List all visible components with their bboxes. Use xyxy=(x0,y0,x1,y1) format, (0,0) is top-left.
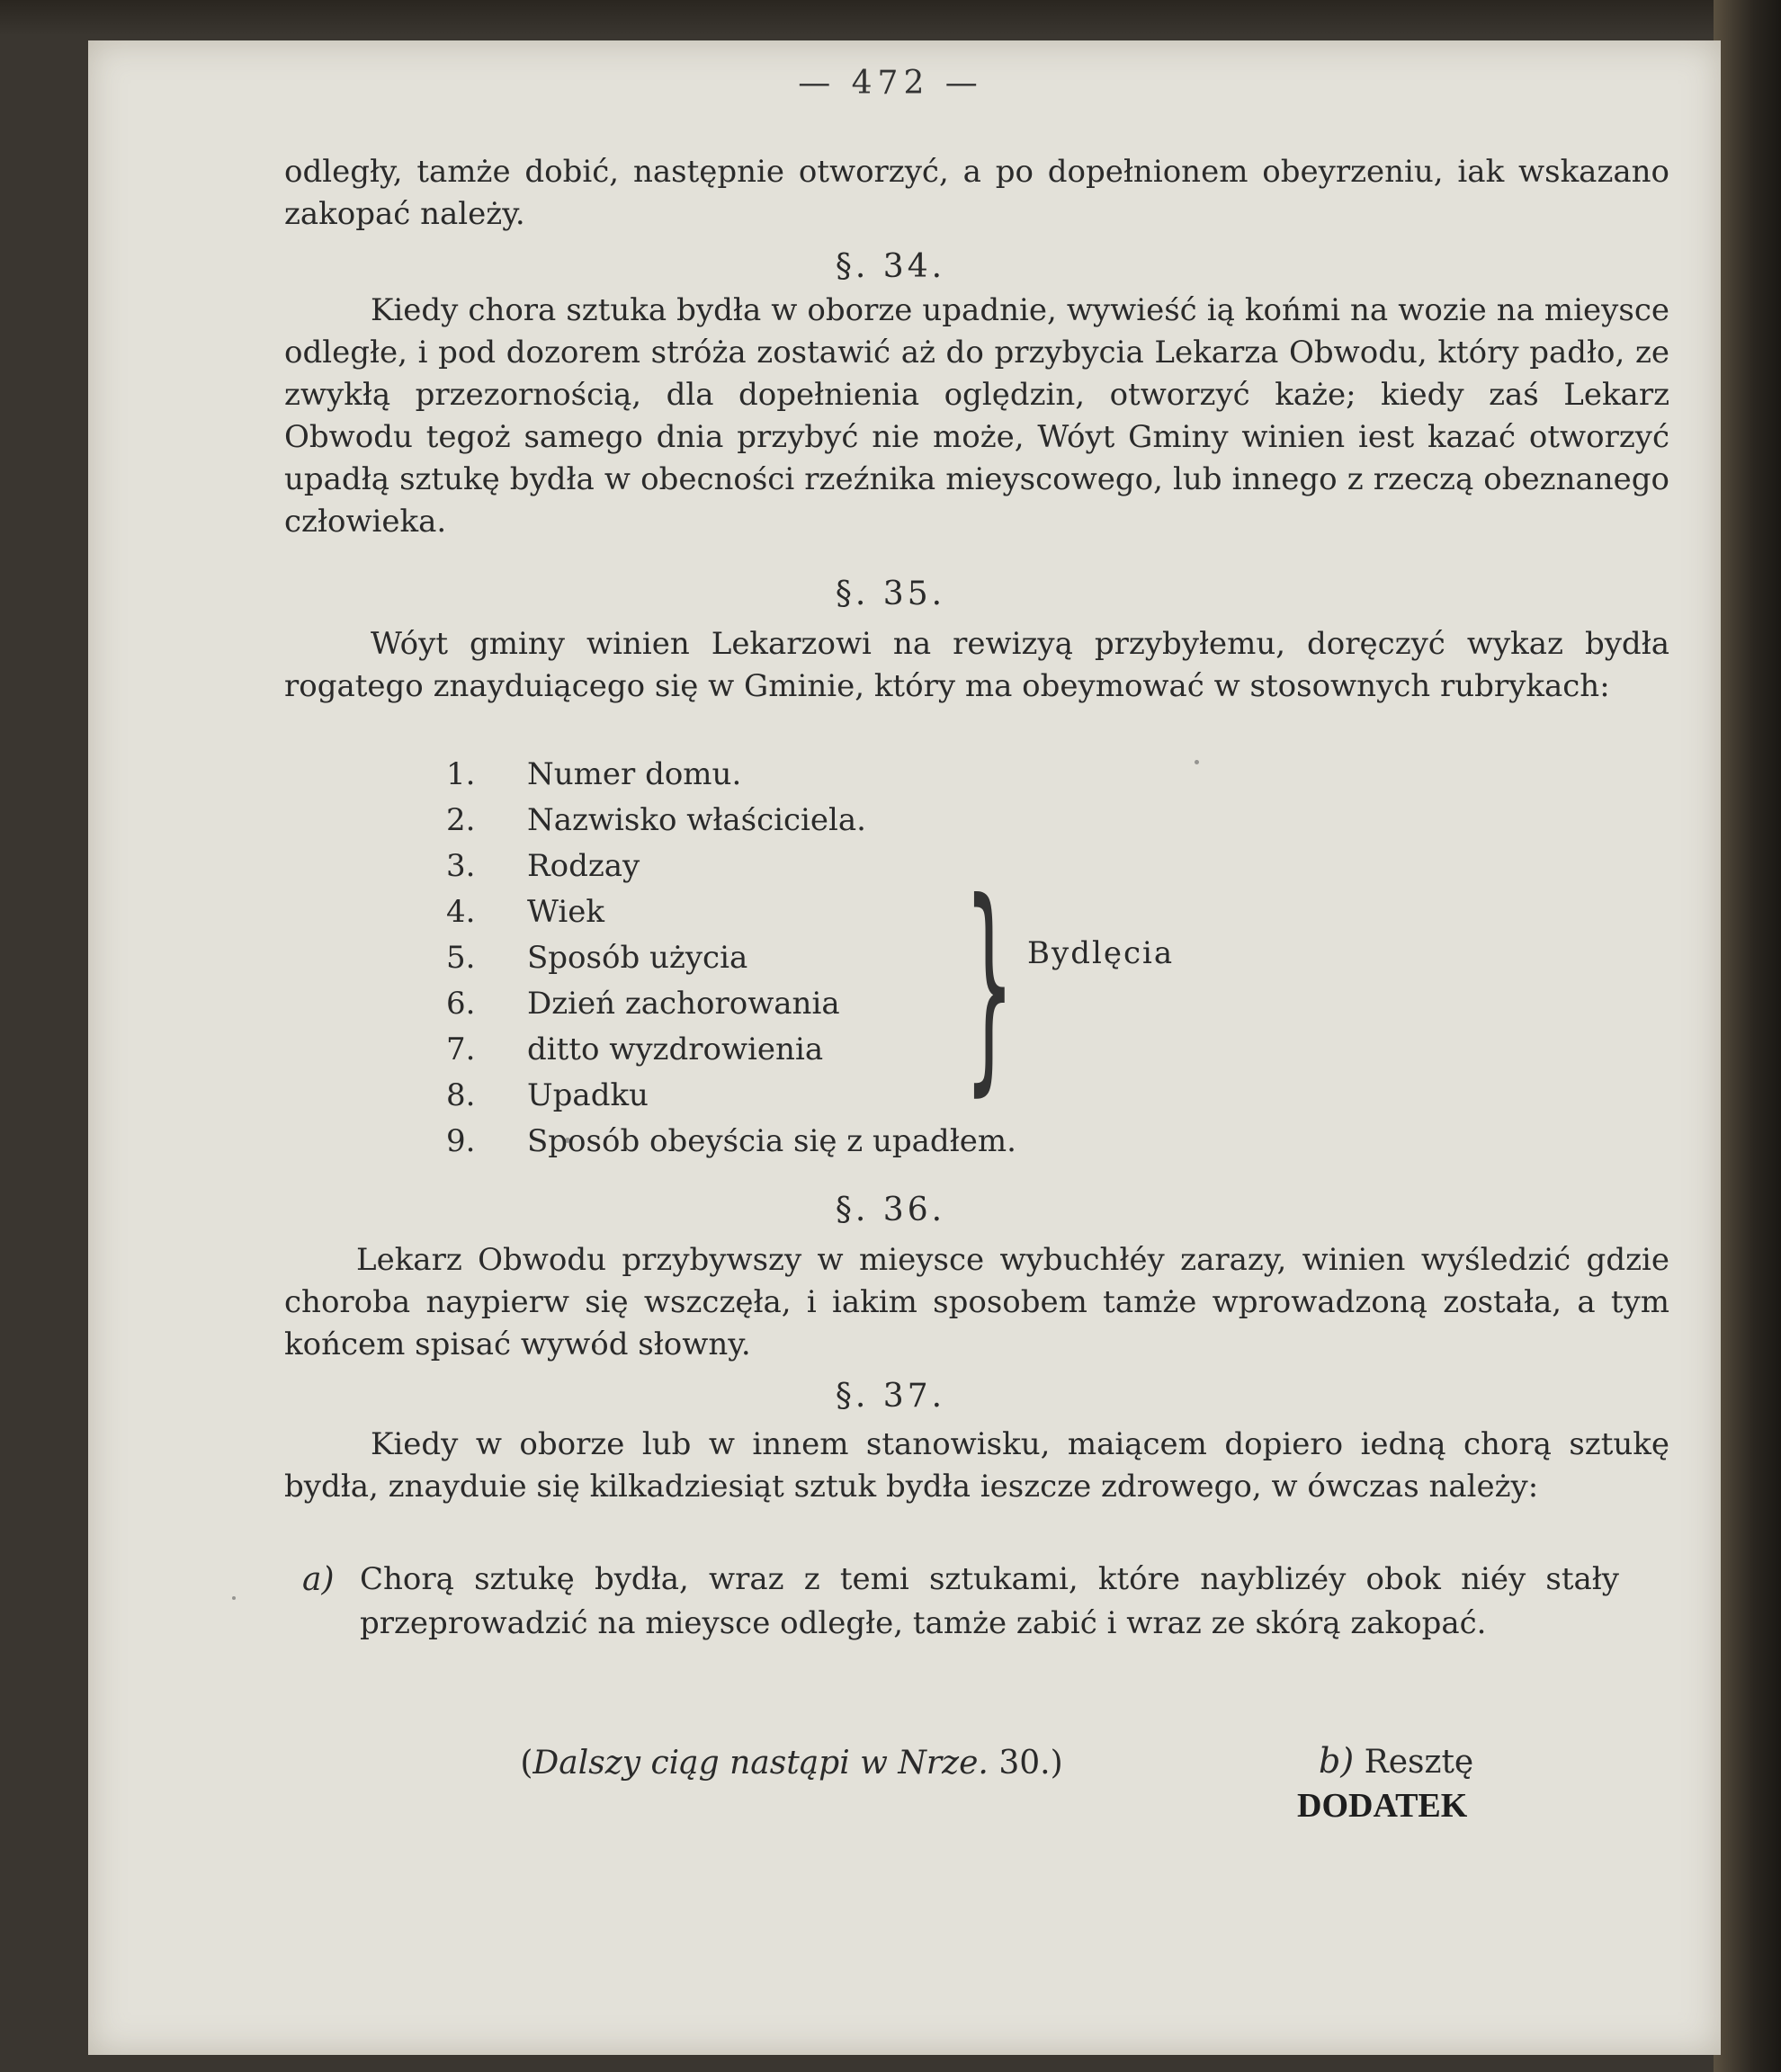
note-number: 30. xyxy=(998,1745,1051,1782)
section-36-paragraph: Lekarz Obwodu przybywszy w mieysce wybuchłéy zarazy, winien wyśledzić gdzie choroba naypierw się wszczęła, i iakim sposobem tamże wprowadzoną została, a tym końcem spisać wywód słowny. xyxy=(284,1242,1669,1362)
section-35-heading: §. 35. xyxy=(835,576,946,612)
list-item-number: 2. xyxy=(446,802,476,838)
paragraph-continuation: odległy, tamże dobić, następnie otworzyć, a po dopełnionem obeyrzeniu, iak wskazano zakopać należy. xyxy=(284,154,1669,232)
scan-top-edge xyxy=(0,0,1781,36)
list-item-number: 8. xyxy=(446,1077,476,1113)
note-close-paren: ) xyxy=(1050,1745,1063,1782)
section-34-paragraph: Kiedy chora sztuka bydła w oborze upadnie, wywieść ią końmi na wozie na mieysce odległe, i pod dozorem stróża zostawić aż do przybycia Lekarza Obwodu, który padło, ze zwykłą przezornością, dla dopełnienia oględzin, otworzyć każe; kiedy zaś Lekarz Obwodu tegoż samego dnia przybyć nie może, Wóyt Gminy winien iest kazać otworzyć upadłą sztukę bydła w obecności rzeźnika mieyscowego, lub innego z rzeczą obeznanego człowieka. xyxy=(284,292,1669,540)
section-34-heading: §. 34. xyxy=(835,248,946,285)
item-a-label: a) xyxy=(302,1561,335,1598)
list-item xyxy=(446,1119,1016,1165)
item-b-label: b) xyxy=(1319,1741,1355,1781)
list-item xyxy=(446,935,1016,981)
list-item xyxy=(446,1073,1016,1119)
list-item xyxy=(446,844,1016,889)
list-item-number: 4. xyxy=(446,894,476,930)
paper-speck xyxy=(232,1596,236,1600)
list-item-number: 7. xyxy=(446,1032,476,1067)
list-item-label: Sposób obeyścia się z upadłem. xyxy=(527,1123,1016,1159)
continuation-note xyxy=(0,1745,1781,1782)
brace-label: Bydlęcia xyxy=(1027,935,1175,971)
list-item-label: Sposób użycia xyxy=(527,940,748,976)
list-item xyxy=(446,798,1016,844)
list-item-label: Numer domu. xyxy=(527,756,742,792)
list-item-label: ditto wyzdrowienia xyxy=(527,1032,824,1067)
list-item xyxy=(446,981,1016,1027)
section-36-heading: §. 36. xyxy=(835,1192,946,1228)
section-35-paragraph: Wóyt gminy winien Lekarzowi na rewizyą przybyłemu, doręczyć wykaz bydła rogatego znayduiącego się w Gminie, który ma obeymować w stosownych rubrykach: xyxy=(284,626,1669,704)
item-a-text: Chorą sztukę bydła, wraz z temi sztukami, które nayblizéy obok niéy stały przeprowadzić na mieysce odległe, tamże zabić i wraz ze skórą zakopać. xyxy=(360,1561,1619,1641)
curly-brace-icon: } xyxy=(964,853,1015,1115)
catchword: DODATEK xyxy=(1297,1787,1468,1825)
note-open-paren: ( xyxy=(520,1745,533,1782)
list-item-number: 6. xyxy=(446,986,476,1022)
list-item-number: 1. xyxy=(446,756,476,792)
rubric-list xyxy=(446,752,1016,1165)
list-item-number: 9. xyxy=(446,1123,476,1159)
list-item xyxy=(446,889,1016,935)
list-item-label: Wiek xyxy=(527,894,604,930)
list-item-number: 5. xyxy=(446,940,476,976)
note-text: Dalszy ciąg nastąpi w Nrze. xyxy=(533,1745,989,1782)
list-item xyxy=(446,752,1016,798)
paper-speck xyxy=(1195,760,1199,764)
list-item-label: Rodzay xyxy=(527,848,640,884)
page-number: — 472 — xyxy=(798,65,983,102)
list-item xyxy=(446,1027,1016,1073)
section-37-paragraph: Kiedy w oborze lub w innem stanowisku, maiącem dopiero iedną chorą sztukę bydła, znayduie się kilkadziesiąt sztuk bydła ieszcze zdrowego, w ówczas należy: xyxy=(284,1426,1669,1505)
list-item-label: Upadku xyxy=(527,1077,649,1113)
section-37-heading: §. 37. xyxy=(835,1378,946,1415)
list-item-label: Nazwisko właściciela. xyxy=(527,802,866,838)
list-item-label: Dzień zachorowania xyxy=(527,986,840,1022)
item-b-text: Resztę xyxy=(1364,1744,1474,1781)
list-item-number: 3. xyxy=(446,848,476,884)
